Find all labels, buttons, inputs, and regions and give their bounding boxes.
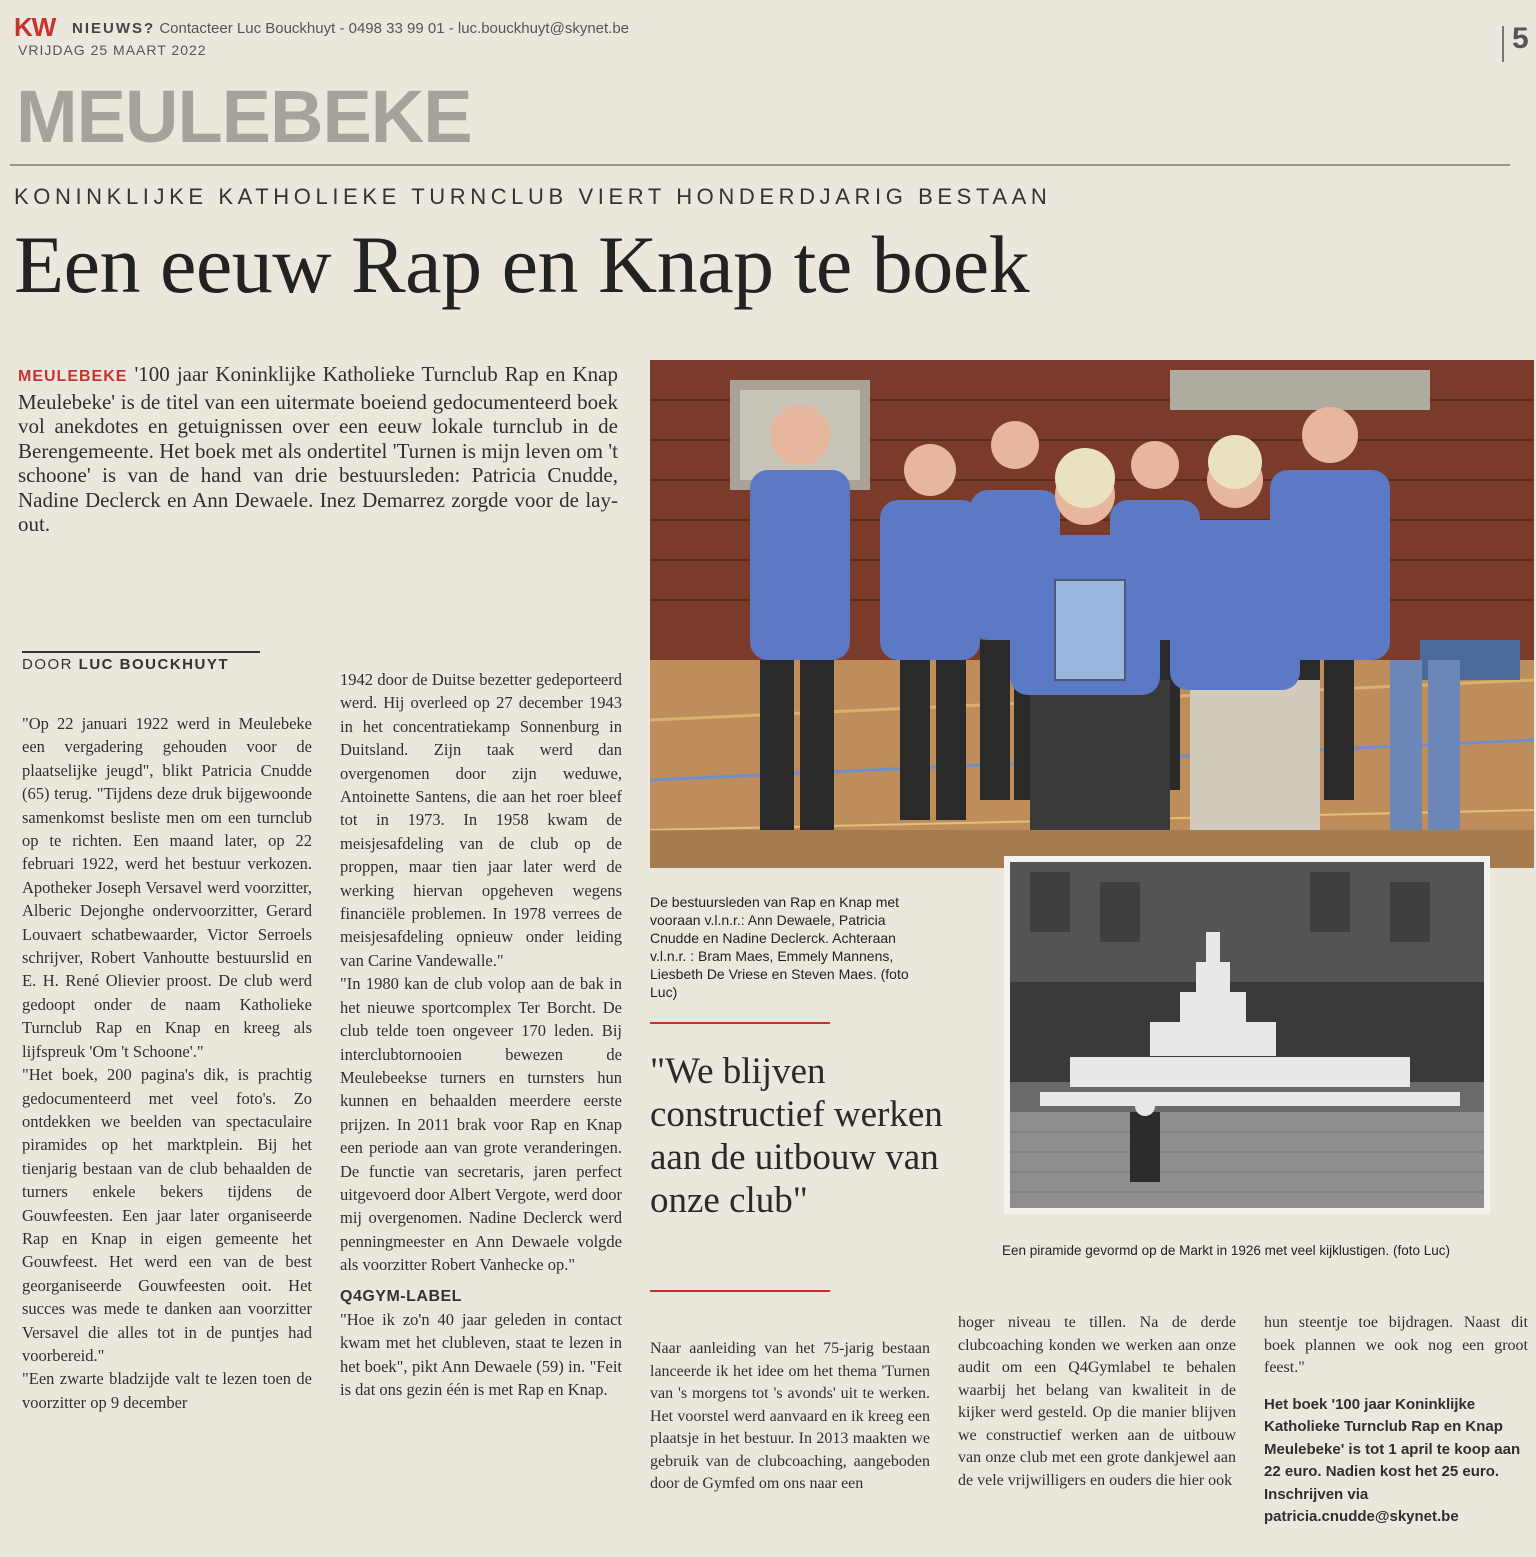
byline-prefix: DOOR <box>22 656 73 673</box>
pyramid-illustration <box>1010 862 1484 1208</box>
pull-quote: "We blijven constructief werken aan de uitbouw van onze club" <box>650 1051 943 1221</box>
kw-logo: KW <box>14 12 56 42</box>
lede-location-tag: MEULEBEKE <box>18 368 128 385</box>
section-title: MEULEBEKE <box>16 75 472 158</box>
photo-board-members <box>650 360 1534 868</box>
article-column-3 <box>650 1338 930 1496</box>
article-kicker: KONINKLIJKE KATHOLIEKE TURNCLUB VIERT HONDERDJARIG BESTAAN <box>14 184 1052 209</box>
page-number: 5 <box>1512 22 1529 55</box>
paragraph: hoger niveau te tillen. Na de derde clubcoaching konden we werken aan onze audit om een Q4Gymlabel te behalen waarbij het belang van kwaliteit in de kijker werd gesteld. Op die manier blijven we constructief werken aan de uitbouw van onze club met een grote dankjewel aan de vele vrijwilligers en ouders die hier ook <box>958 1314 1236 1489</box>
contact-text: Contacteer Luc Bouckhuyt - 0498 33 99 01 - luc.bouckhuyt@skynet.be <box>159 20 630 37</box>
header-divider <box>10 164 1510 166</box>
photo-caption-board: De bestuursleden van Rap en Knap met vooraan v.l.n.r.: Ann Dewaele, Patricia Cnudde en Nadine Declerck. Achteraan v.l.n.r. : Bram Maes, Emmely Mannens, Liesbeth De Vriese en Steven Maes. (foto Luc) <box>650 894 909 1000</box>
paragraph: "Het boek, 200 pagina's dik, is prachtig gedocumenteerd met veel foto's. Zo ontdekken we beelden van spectaculaire piramides op het marktplein. Bij het tienjarig bestaan van de club behaalden de turners enkele bekers tijdens de Gouwfeesten. Een jaar later organiseerde Rap en Knap in eigen gemeente het Gouwfeest. Het werd een van de best georganiseerde Gouwfeesten ooit. Het succes was mede te danken aan voorzitter Versavel die alles tot in de puntjes had voorbereid." <box>22 1065 312 1365</box>
article-column-5 <box>1264 1312 1528 1529</box>
paragraph: 1942 door de Duitse bezetter gedeporteerd werd. Hij overleed op 27 december 1943 in het concentratiekamp Sonnenburg in Duitsland. Zijn taak werd dan overgenomen door zijn weduwe, Antoinette Santens, die aan het roer bleef tot in 1973. In 1958 kwam de meisjesafdeling van de club op de proppen, maar tien jaar later werd de werking hiervan opgeheven wegens financiële problemen. In 1978 verrees de meisjesafdeling opnieuw onder leiding van Carine Vandewalle." <box>340 670 622 970</box>
pullquote-rule-bottom <box>650 1290 830 1292</box>
byline-author: LUC BOUCKHUYT <box>78 656 229 673</box>
contact-line <box>72 20 629 37</box>
article-column-1 <box>22 712 312 1414</box>
paragraph: Naar aanleiding van het 75-jarig bestaan lanceerde ik het idee om het thema 'Turnen van 's morgens tot 's avonds' uit te werken. Het voorstel werd aanvaard en ik kreeg een plaatsje in het bestuur. In 2013 maakten we gebruik van de clubcoaching, aangeboden door de Gymfed om ons naar een <box>650 1340 930 1492</box>
article-lede <box>18 362 618 537</box>
byline <box>22 656 229 673</box>
book-sale-info: Het boek '100 jaar Koninklijke Katholieke Turnclub Rap en Knap Meulebeke' is tot 1 april te koop aan 22 euro. Nadien kost het 25 euro. Inschrijven via patricia.cnudde@skynet.be <box>1264 1395 1521 1525</box>
news-label: NIEUWS? <box>72 20 156 37</box>
paragraph: "Een zwarte bladzijde valt te lezen toen de voorzitter op 9 december <box>22 1369 312 1412</box>
paragraph: "In 1980 kan de club volop aan de bak in het nieuwe sportcomplex Ter Borcht. De club telde toen ongeveer 170 leden. Bij interclubtornooien bewezen de Meulebeekse turners en turnsters hun kunnen en behaalden meerdere eerste prijzen. In 2011 brak voor Rap en Knap een periode aan van grote veranderingen. De functie van secretaris, jaren perfect uitgevoerd door Albert Vergote, werd door mij overgenomen. Nadine Declerck werd penningmeester en Ann Dewaele volgde als voorzitter Robert Vanhecke op." <box>340 974 622 1275</box>
issue-date: VRIJDAG 25 MAART 2022 <box>18 42 207 58</box>
article-headline: Een eeuw Rap en Knap te boek <box>14 219 1030 310</box>
article-column-2 <box>340 668 622 1402</box>
photo-caption-pyramid: Een piramide gevormd op de Markt in 1926 met veel kijklustigen. (foto Luc) <box>1002 1243 1450 1258</box>
board-members-illustration <box>650 360 1534 868</box>
page-number-rule <box>1502 26 1504 62</box>
byline-rule <box>22 651 260 653</box>
paragraph: "Hoe ik zo'n 40 jaar geleden in contact kwam met het clubleven, staat te lezen in het boek", pikt Ann Dewaele (59) in. "Feit is dat ons gezin één is met Rap en Knap. <box>340 1309 622 1400</box>
photo-pyramid-1926 <box>1010 862 1484 1208</box>
article-column-4 <box>958 1312 1236 1492</box>
paragraph: hun steentje toe bijdragen. Naast dit boek plannen we ook nog een groot feest." <box>1264 1314 1528 1376</box>
paragraph: "Op 22 januari 1922 werd in Meulebeke een vergadering gehouden voor de plaatselijke jeugd", blikt Patricia Cnudde (65) terug. "Tijdens deze druk bijgewoonde samenkomst besliste men om een turnclub op te richten. Een maand later, op 22 februari 1922, werd het bestuur verkozen. Apotheker Joseph Versavel werd voorzitter, Alberic Dejonghe ondervoorzitter, Gerard Louvaert schatbewaarder, Victor Serroels schrijver, Robert Vanhoutte bestuurslid en E. H. René Olievier proost. De club werd gedoopt onder de naam Katholieke Turnclub Rap en Knap en kreeg als lijfspreuk 'Om 't Schoone'." <box>22 714 312 1061</box>
lede-text: '100 jaar Koninklijke Katholieke Turnclub Rap en Knap Meulebeke' is de titel van een uitermate boeiend gedocumenteerd boek vol anekdotes en getuignissen over een eeuw lokale turnclub in de Berengemeente. Het boek met als ondertitel 'Turnen is mijn leven om 't schoone' is van de hand van drie bestuursleden: Patricia Cnudde, Nadine Declerck en Ann Dewaele. Inez Demarrez zorgde voor de lay-out. <box>18 362 619 536</box>
pullquote-rule-top <box>650 1022 830 1024</box>
subheading-q4gym: Q4GYM-LABEL <box>340 1287 462 1305</box>
